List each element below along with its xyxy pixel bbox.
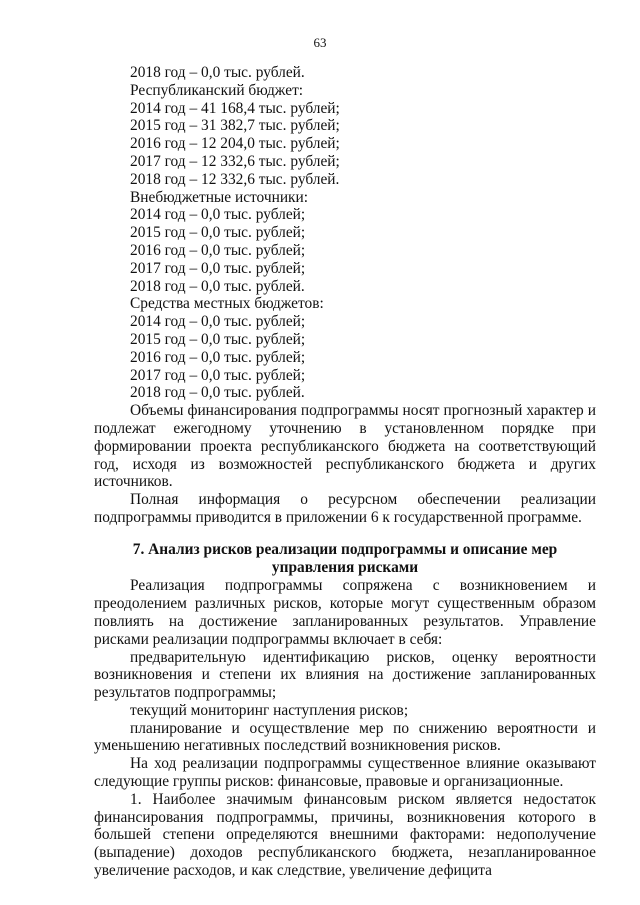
funding-line: 2018 год – 0,0 тыс. рублей. xyxy=(130,384,305,402)
funding-source-label: Средства местных бюджетов: xyxy=(130,295,324,313)
paragraph: предварительную идентификацию рисков, оценку вероятности возникновения и степени их влияния на достижение запланированных результатов подпрограммы; xyxy=(94,648,596,702)
funding-source-label: Внебюджетные источники: xyxy=(130,188,309,206)
paragraph: Объемы финансирования подпрограммы носят прогнозный характер и подлежат ежегодному уточнению в установленном порядке при формировании проекта республиканского бюджета на соответствующий год, исходя из возможностей республиканского бюджета и других источников. xyxy=(94,402,596,491)
funding-line: 2017 год – 0,0 тыс. рублей; xyxy=(130,366,306,384)
funding-line: 2014 год – 0,0 тыс. рублей; xyxy=(130,313,306,331)
funding-line: 2018 год – 12 332,6 тыс. рублей. xyxy=(130,170,340,188)
funding-line: 2017 год – 12 332,6 тыс. рублей; xyxy=(130,152,340,170)
paragraph: На ход реализации подпрограммы существенное влияние оказывают следующие группы рисков: финансовые, правовые и организационные. xyxy=(94,755,596,791)
section-heading: 7. Анализ рисков реализации подпрограммы и описание мер управления рисками xyxy=(132,540,558,576)
paragraph: 1. Наиболее значимым финансовым риском является недостаток финансирования подпрограммы, причины, возникновения которого в большей степени определяются внешними факторами: недополучение (выпадение) доходов республиканского бюджета, незапланированное увеличение расходов, и как следствие, увеличение дефицита xyxy=(94,790,596,880)
spacer xyxy=(94,527,596,541)
paragraph: Полная информация о ресурсном обеспечении реализации подпрограммы приводится в приложении 6 к государственной программе. xyxy=(94,491,596,526)
funding-line: 2015 год – 0,0 тыс. рублей; xyxy=(130,330,306,348)
document-body xyxy=(94,64,596,880)
funding-line: 2016 год – 12 204,0 тыс. рублей; xyxy=(130,135,340,153)
funding-line: 2017 год – 0,0 тыс. рублей; xyxy=(130,259,306,277)
funding-line: 2018 год – 0,0 тыс. рублей. xyxy=(130,64,305,81)
funding-line: 2016 год – 0,0 тыс. рублей; xyxy=(130,241,306,259)
funding-line: 2014 год – 0,0 тыс. рублей; xyxy=(130,206,306,224)
funding-line: 2016 год – 0,0 тыс. рублей; xyxy=(130,348,306,366)
funding-line: 2015 год – 31 382,7 тыс. рублей; xyxy=(130,117,340,135)
funding-lines xyxy=(94,64,596,402)
page-number: 63 xyxy=(313,35,327,50)
paragraph: текущий мониторинг наступления рисков; xyxy=(130,701,409,719)
paragraph: Реализация подпрограммы сопряжена с возникновением и преодолением различных рисков, которые могут существенным образом повлиять на достижение запланированных результатов. Управление рисками реализации подпрограммы включает в себя: xyxy=(94,577,596,648)
funding-line: 2014 год – 41 168,4 тыс. рублей; xyxy=(130,99,340,117)
funding-line: 2015 год – 0,0 тыс. рублей; xyxy=(130,224,306,242)
funding-line: 2018 год – 0,0 тыс. рублей. xyxy=(130,277,305,295)
paragraph: планирование и осуществление мер по снижению вероятности и уменьшению негативных последствий возникновения рисков. xyxy=(94,719,596,755)
funding-source-label: Республиканский бюджет: xyxy=(130,81,304,99)
